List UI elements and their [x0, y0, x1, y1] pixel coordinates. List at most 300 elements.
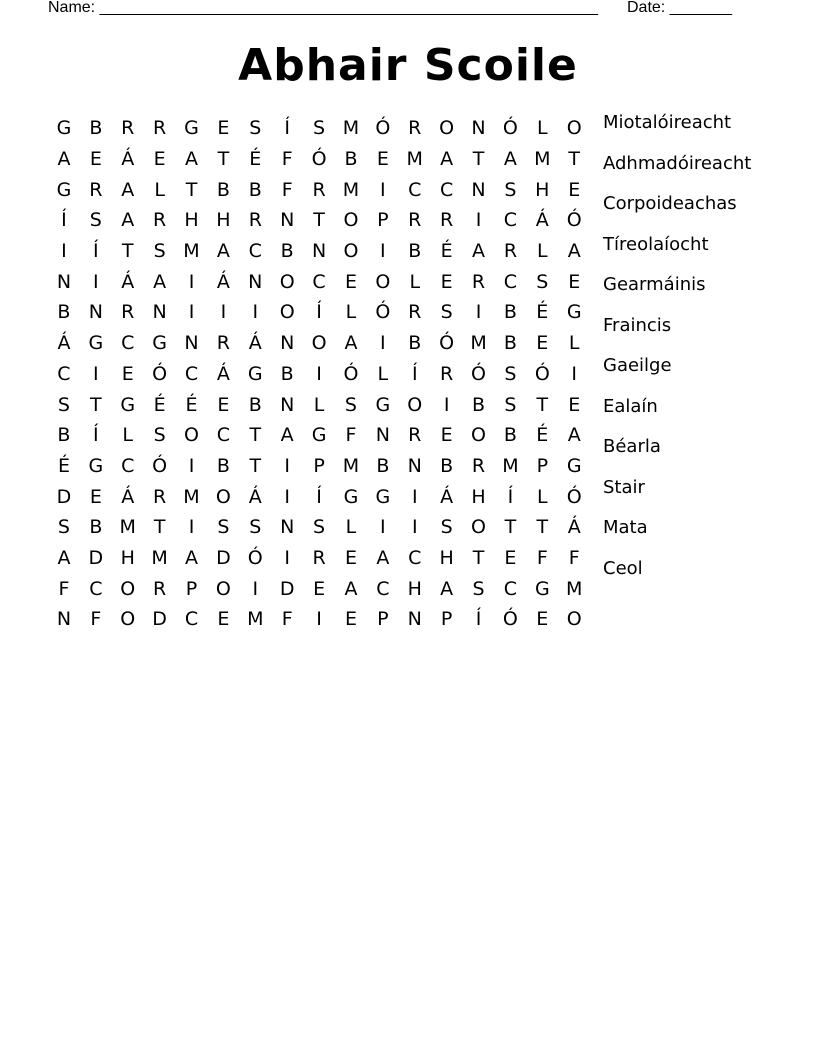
- grid-cell: G: [88, 332, 104, 355]
- grid-cell: R: [89, 178, 103, 201]
- grid-cell: G: [343, 485, 359, 508]
- grid-cell: I: [188, 270, 195, 293]
- word-list-item: Béarla: [603, 436, 661, 457]
- grid-row: [48, 174, 590, 205]
- grid-cell: N: [280, 516, 295, 539]
- grid-cell: H: [120, 546, 135, 569]
- grid-cell: S: [504, 178, 517, 201]
- grid-cell: B: [408, 240, 422, 263]
- grid-cell: S: [153, 424, 166, 447]
- grid-cell: Í: [316, 485, 322, 508]
- grid-row: [48, 144, 590, 175]
- grid-cell: Á: [567, 516, 581, 539]
- grid-cell: Ó: [502, 608, 518, 631]
- grid-cell: R: [153, 577, 167, 600]
- grid-cell: A: [216, 240, 230, 263]
- grid-cell: I: [316, 608, 322, 631]
- grid-cell: Ó: [566, 209, 582, 232]
- grid-cell: Ó: [247, 546, 263, 569]
- grid-cell: H: [471, 485, 486, 508]
- grid-cell: F: [90, 608, 102, 631]
- grid-cell: C: [503, 577, 518, 600]
- grid-cell: F: [281, 148, 293, 171]
- grid-cell: P: [536, 454, 549, 477]
- grid-cell: R: [440, 362, 454, 385]
- grid-cell: L: [377, 362, 389, 385]
- grid-cell: R: [312, 546, 326, 569]
- grid-cell: G: [566, 301, 582, 324]
- grid-cell: L: [122, 424, 134, 447]
- grid-cell: O: [439, 117, 455, 140]
- word-list-item: Ceol: [603, 557, 643, 579]
- grid-cell: C: [408, 178, 422, 201]
- grid-cell: Í: [93, 240, 99, 263]
- grid-cell: E: [121, 362, 134, 385]
- date-field-label: Date: _______: [627, 0, 732, 16]
- grid-cell: E: [536, 608, 549, 631]
- grid-cell: C: [57, 362, 71, 385]
- grid-cell: L: [345, 301, 357, 324]
- grid-cell: I: [284, 546, 290, 569]
- grid-cell: A: [344, 332, 358, 355]
- grid-cell: C: [89, 577, 103, 600]
- grid-cell: P: [377, 608, 389, 631]
- grid-cell: A: [153, 270, 167, 293]
- grid-row: [48, 236, 590, 267]
- grid-cell: A: [185, 546, 198, 569]
- grid-cell: E: [504, 546, 517, 569]
- grid-cell: T: [504, 516, 517, 539]
- word-search-grid: [48, 113, 590, 635]
- grid-cell: A: [503, 148, 517, 171]
- grid-cell: E: [376, 148, 389, 171]
- grid-cell: H: [439, 546, 454, 569]
- grid-cell: P: [377, 209, 389, 232]
- grid-cell: N: [56, 608, 72, 631]
- grid-cell: D: [279, 577, 295, 600]
- grid-cell: C: [439, 178, 454, 201]
- grid-cell: M: [342, 117, 360, 140]
- grid-cell: T: [90, 393, 102, 416]
- grid-cell: I: [252, 301, 259, 324]
- grid-cell: Ó: [311, 148, 327, 171]
- word-list: [603, 110, 751, 596]
- grid-cell: O: [566, 608, 582, 631]
- grid-cell: Ó: [152, 362, 168, 385]
- grid-cell: Í: [507, 485, 514, 508]
- grid-cell: L: [537, 117, 548, 140]
- grid-cell: O: [375, 270, 391, 293]
- grid-cell: G: [88, 454, 104, 477]
- grid-row: [48, 543, 590, 574]
- grid-cell: S: [57, 393, 70, 416]
- grid-cell: R: [408, 424, 422, 447]
- grid-cell: M: [502, 454, 519, 477]
- grid-cell: M: [183, 485, 200, 508]
- grid-cell: H: [407, 577, 422, 600]
- grid-cell: E: [217, 117, 230, 140]
- grid-cell: A: [567, 240, 581, 263]
- grid-cell: É: [440, 240, 453, 263]
- grid-cell: I: [411, 485, 418, 508]
- grid-cell: B: [248, 393, 262, 416]
- grid-cell: O: [311, 332, 327, 355]
- grid-cell: M: [470, 332, 487, 355]
- grid-cell: I: [380, 516, 386, 539]
- grid-cell: I: [284, 454, 290, 477]
- grid-cell: A: [344, 577, 358, 600]
- grid-cell: R: [121, 301, 135, 324]
- grid-cell: G: [152, 332, 167, 355]
- grid-cell: A: [121, 178, 135, 201]
- grid-cell: B: [408, 332, 422, 355]
- grid-cell: T: [472, 546, 485, 569]
- grid-cell: N: [184, 332, 199, 355]
- grid-cell: B: [89, 117, 103, 140]
- grid-cell: I: [188, 301, 195, 324]
- grid-cell: S: [504, 362, 517, 385]
- grid-cell: M: [151, 546, 168, 569]
- grid-cell: F: [568, 546, 580, 569]
- grid-cell: T: [153, 516, 166, 539]
- grid-cell: T: [568, 148, 580, 171]
- grid-cell: L: [537, 240, 548, 263]
- grid-cell: E: [344, 546, 357, 569]
- grid-cell: E: [344, 608, 357, 631]
- grid-cell: R: [153, 485, 167, 508]
- grid-cell: S: [504, 393, 517, 416]
- name-field-label: Name: ________________________________________________________: [48, 0, 598, 16]
- grid-cell: Á: [121, 485, 135, 508]
- grid-row: [48, 389, 590, 420]
- grid-cell: E: [568, 270, 581, 293]
- grid-row: [48, 451, 590, 482]
- grid-cell: É: [536, 424, 549, 447]
- grid-cell: O: [471, 516, 486, 539]
- grid-cell: D: [56, 485, 72, 508]
- grid-cell: R: [312, 178, 326, 201]
- grid-cell: A: [567, 424, 581, 447]
- grid-cell: N: [152, 301, 167, 324]
- grid-cell: I: [61, 240, 67, 263]
- grid-cell: B: [503, 301, 517, 324]
- grid-cell: C: [376, 577, 390, 600]
- grid-cell: B: [503, 424, 517, 447]
- grid-cell: L: [345, 516, 357, 539]
- grid-cell: C: [503, 209, 518, 232]
- grid-cell: E: [536, 332, 549, 355]
- grid-cell: S: [472, 577, 485, 600]
- grid-cell: A: [57, 546, 71, 569]
- grid-cell: H: [216, 209, 231, 232]
- grid-cell: É: [185, 393, 198, 416]
- grid-cell: N: [375, 424, 390, 447]
- grid-cell: T: [313, 209, 325, 232]
- grid-cell: R: [216, 332, 230, 355]
- grid-row: [48, 266, 590, 297]
- grid-cell: C: [121, 332, 135, 355]
- grid-cell: I: [380, 332, 386, 355]
- word-list-item: Gearmáinis: [603, 274, 706, 295]
- grid-cell: I: [188, 516, 195, 539]
- grid-row: [48, 481, 590, 512]
- grid-cell: Ó: [566, 485, 582, 508]
- grid-cell: N: [471, 117, 486, 140]
- grid-cell: D: [88, 546, 104, 569]
- grid-cell: A: [472, 240, 486, 263]
- grid-cell: E: [89, 148, 102, 171]
- grid-cell: A: [280, 424, 294, 447]
- grid-cell: G: [247, 362, 263, 385]
- grid-cell: M: [565, 577, 583, 600]
- grid-cell: G: [311, 424, 327, 447]
- grid-cell: G: [566, 454, 582, 477]
- grid-cell: D: [216, 546, 231, 569]
- grid-cell: E: [344, 270, 357, 293]
- grid-cell: C: [503, 270, 518, 293]
- grid-cell: B: [248, 178, 262, 201]
- grid-cell: S: [313, 117, 326, 140]
- grid-cell: C: [248, 240, 262, 263]
- grid-cell: N: [311, 240, 327, 263]
- grid-cell: E: [153, 148, 166, 171]
- grid-cell: Í: [284, 117, 290, 140]
- grid-cell: O: [566, 117, 582, 140]
- grid-cell: Í: [316, 301, 322, 324]
- word-list-item: Fraincis: [603, 314, 672, 336]
- grid-cell: O: [215, 485, 231, 508]
- grid-cell: E: [440, 270, 453, 293]
- grid-cell: S: [313, 516, 326, 539]
- grid-cell: G: [375, 485, 391, 508]
- grid-cell: I: [284, 485, 290, 508]
- grid-row: [48, 205, 590, 236]
- grid-cell: Í: [61, 209, 67, 232]
- grid-cell: P: [440, 608, 453, 631]
- grid-row: [48, 297, 590, 328]
- grid-cell: G: [375, 393, 391, 416]
- grid-cell: Ó: [534, 362, 550, 385]
- grid-cell: F: [281, 608, 293, 631]
- grid-cell: S: [440, 301, 453, 324]
- grid-cell: C: [408, 546, 422, 569]
- grid-cell: N: [407, 454, 422, 477]
- grid-cell: T: [472, 148, 485, 171]
- grid-cell: N: [248, 270, 263, 293]
- page-title: Abhair Scoile: [238, 40, 578, 91]
- grid-cell: Á: [535, 209, 549, 232]
- grid-cell: O: [343, 240, 359, 263]
- grid-cell: E: [568, 393, 581, 416]
- grid-cell: T: [217, 148, 230, 171]
- grid-cell: I: [188, 454, 195, 477]
- grid-cell: O: [279, 270, 295, 293]
- grid-cell: H: [535, 178, 550, 201]
- grid-cell: Á: [121, 148, 135, 171]
- grid-cell: S: [440, 516, 453, 539]
- grid-cell: F: [345, 424, 357, 447]
- grid-cell: N: [471, 178, 486, 201]
- word-list-item: Gaeilge: [603, 355, 672, 376]
- grid-cell: É: [536, 301, 549, 324]
- grid-cell: R: [153, 117, 167, 140]
- grid-cell: E: [313, 577, 326, 600]
- grid-cell: N: [56, 270, 72, 293]
- grid-cell: A: [185, 148, 198, 171]
- grid-cell: I: [443, 393, 450, 416]
- grid-cell: C: [184, 362, 199, 385]
- grid-cell: A: [440, 148, 454, 171]
- grid-cell: R: [248, 209, 262, 232]
- word-list-item: Stair: [603, 476, 645, 498]
- grid-cell: T: [121, 240, 134, 263]
- grid-cell: I: [571, 362, 577, 385]
- grid-cell: F: [536, 546, 548, 569]
- grid-cell: M: [119, 516, 136, 539]
- grid-cell: M: [183, 240, 200, 263]
- grid-cell: G: [120, 393, 136, 416]
- grid-cell: R: [471, 270, 486, 293]
- grid-cell: R: [153, 209, 167, 232]
- grid-cell: F: [58, 577, 70, 600]
- grid-cell: G: [534, 577, 550, 600]
- grid-cell: Ó: [502, 117, 518, 140]
- grid-cell: L: [313, 393, 325, 416]
- grid-cell: H: [184, 209, 199, 232]
- grid-cell: O: [120, 577, 136, 600]
- grid-cell: S: [217, 516, 230, 539]
- grid-cell: C: [121, 454, 135, 477]
- grid-cell: B: [376, 454, 390, 477]
- grid-cell: M: [342, 178, 360, 201]
- grid-cell: O: [471, 424, 486, 447]
- grid-row: [48, 573, 590, 604]
- word-list-item: Adhmadóireacht: [603, 152, 752, 174]
- grid-cell: B: [57, 301, 71, 324]
- grid-cell: P: [185, 577, 198, 600]
- word-list-item: Miotalóireacht: [603, 112, 732, 133]
- grid-cell: T: [536, 516, 549, 539]
- grid-cell: I: [411, 516, 418, 539]
- grid-cell: I: [475, 301, 482, 324]
- grid-cell: O: [120, 608, 136, 631]
- grid-cell: O: [343, 209, 359, 232]
- grid-cell: L: [568, 332, 580, 355]
- grid-cell: E: [89, 485, 102, 508]
- grid-cell: O: [215, 577, 231, 600]
- grid-cell: L: [537, 485, 548, 508]
- grid-cell: Á: [57, 332, 71, 355]
- grid-cell: A: [440, 577, 454, 600]
- grid-cell: C: [216, 424, 231, 447]
- grid-cell: I: [316, 362, 322, 385]
- grid-cell: I: [380, 178, 386, 201]
- grid-cell: Á: [248, 485, 262, 508]
- grid-cell: B: [344, 148, 358, 171]
- grid-cell: G: [56, 117, 72, 140]
- grid-cell: E: [440, 424, 453, 447]
- grid-cell: M: [406, 148, 423, 171]
- grid-cell: Á: [248, 332, 262, 355]
- grid-cell: M: [247, 608, 264, 631]
- grid-cell: S: [249, 117, 262, 140]
- grid-cell: N: [280, 209, 295, 232]
- grid-cell: I: [93, 270, 99, 293]
- grid-cell: Í: [411, 362, 418, 385]
- grid-cell: C: [312, 270, 326, 293]
- grid-cell: L: [409, 270, 421, 293]
- grid-cell: E: [217, 608, 230, 631]
- grid-cell: É: [57, 454, 70, 477]
- grid-cell: I: [220, 301, 227, 324]
- grid-cell: É: [153, 393, 166, 416]
- grid-cell: S: [57, 516, 70, 539]
- grid-cell: A: [121, 209, 135, 232]
- grid-cell: I: [252, 577, 259, 600]
- grid-cell: R: [471, 454, 486, 477]
- grid-cell: Í: [93, 424, 99, 447]
- grid-cell: B: [280, 240, 294, 263]
- grid-cell: T: [249, 424, 262, 447]
- grid-cell: C: [184, 608, 199, 631]
- grid-cell: S: [153, 240, 166, 263]
- grid-cell: Ó: [152, 454, 168, 477]
- grid-cell: B: [503, 332, 517, 355]
- grid-cell: É: [249, 148, 262, 171]
- grid-cell: B: [440, 454, 454, 477]
- grid-cell: Ó: [343, 362, 359, 385]
- grid-cell: B: [472, 393, 486, 416]
- grid-cell: Á: [216, 270, 230, 293]
- grid-cell: S: [344, 393, 357, 416]
- grid-cell: D: [152, 608, 167, 631]
- grid-cell: Í: [475, 608, 482, 631]
- grid-cell: Ó: [375, 117, 391, 140]
- grid-cell: B: [280, 362, 294, 385]
- grid-cell: Á: [121, 270, 135, 293]
- grid-cell: T: [185, 178, 198, 201]
- grid-cell: R: [440, 209, 454, 232]
- grid-cell: B: [216, 454, 230, 477]
- grid-cell: I: [380, 240, 386, 263]
- grid-cell: E: [217, 393, 230, 416]
- grid-cell: I: [93, 362, 99, 385]
- grid-cell: I: [475, 209, 482, 232]
- worksheet-header: [0, 0, 816, 20]
- grid-cell: Ó: [375, 301, 391, 324]
- grid-cell: E: [568, 178, 581, 201]
- grid-cell: N: [407, 608, 422, 631]
- grid-cell: A: [57, 148, 71, 171]
- grid-cell: G: [56, 178, 72, 201]
- grid-cell: O: [184, 424, 199, 447]
- grid-row: [48, 359, 590, 390]
- grid-cell: S: [249, 516, 262, 539]
- grid-cell: Á: [216, 362, 230, 385]
- grid-cell: N: [280, 332, 295, 355]
- grid-cell: T: [536, 393, 549, 416]
- grid-cell: F: [281, 178, 293, 201]
- grid-cell: P: [313, 454, 325, 477]
- grid-cell: S: [536, 270, 549, 293]
- word-list-item: Tíreolaíocht: [603, 233, 709, 255]
- grid-cell: O: [407, 393, 423, 416]
- grid-cell: A: [376, 546, 390, 569]
- grid-cell: M: [534, 148, 551, 171]
- grid-cell: Ó: [439, 332, 455, 355]
- grid-cell: L: [154, 178, 165, 201]
- grid-cell: G: [184, 117, 199, 140]
